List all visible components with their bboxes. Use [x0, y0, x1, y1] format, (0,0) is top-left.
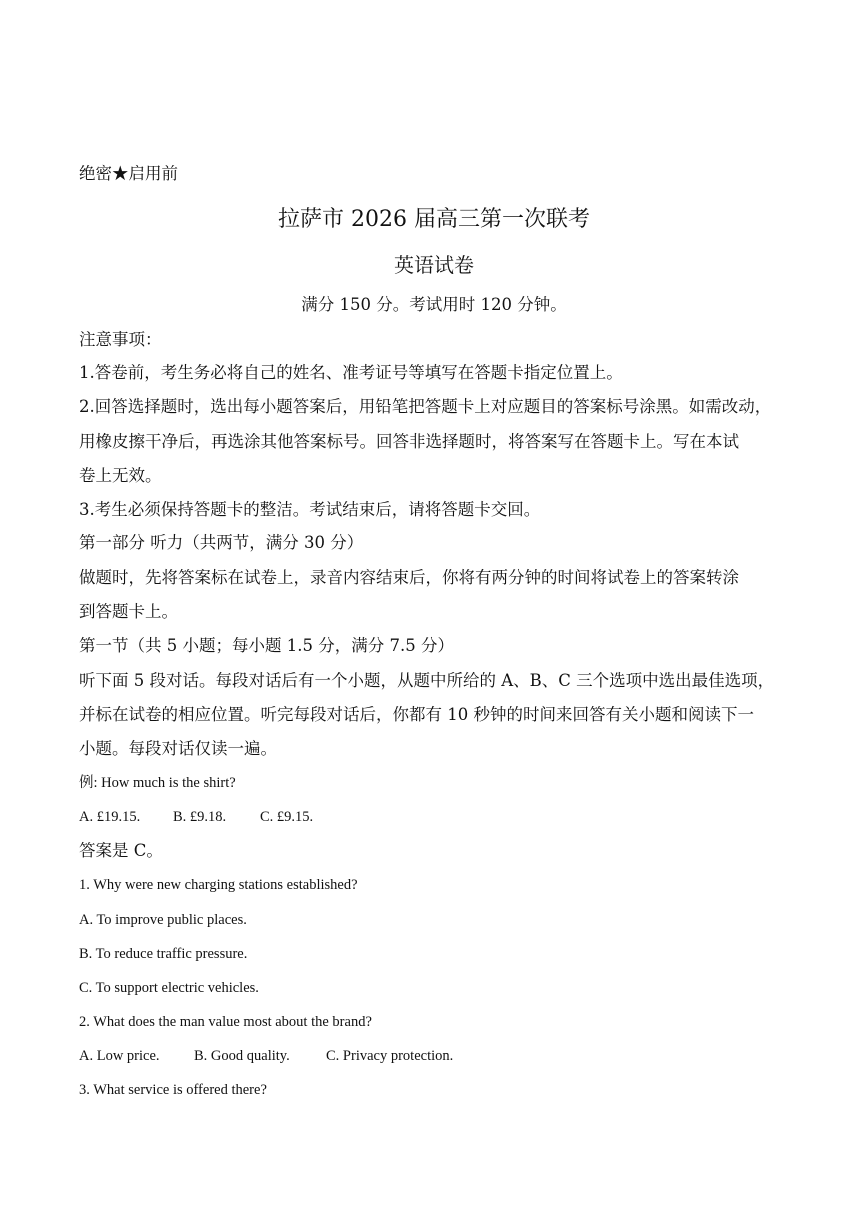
question-1: 1. Why were new charging stations established?	[79, 877, 358, 893]
note-line-5: 3.考生必须保持答题卡的整洁。考试结束后，请将答题卡交回。	[79, 500, 541, 519]
question-2-option-b: B. Good quality.	[194, 1048, 290, 1064]
question-3: 3. What service is offered there?	[79, 1082, 267, 1098]
part1-intro-line-1: 做题时，先将答案标在试卷上，录音内容结束后，你将有两分钟的时间将试卷上的答案转涂	[79, 568, 739, 587]
example-option-a: A. £19.15.	[79, 809, 141, 825]
section1-intro-line-3: 小题。每段对话仅读一遍。	[79, 739, 277, 758]
question-2: 2. What does the man value most about the brand?	[79, 1014, 372, 1030]
example-options	[79, 807, 313, 827]
section1-intro-line-2: 并标在试卷的相应位置。听完每段对话后，你都有 10 秒钟的时间来回答有关小题和阅读下一	[79, 705, 754, 724]
question-1-option-c: C. To support electric vehicles.	[79, 980, 259, 996]
subject-title: 英语试卷	[394, 253, 474, 277]
exam-title: 拉萨市 2026 届高三第一次联考	[278, 207, 590, 232]
part1-intro-line-2: 到答题卡上。	[79, 602, 178, 621]
example-answer: 答案是 C。	[79, 841, 163, 860]
question-1-option-b: B. To reduce traffic pressure.	[79, 946, 248, 962]
section1-heading: 第一节（共 5 小题；每小题 1.5 分，满分 7.5 分）	[79, 636, 454, 655]
question-2-options	[79, 1046, 453, 1066]
score-info: 满分 150 分。考试用时 120 分钟。	[301, 295, 567, 314]
part1-heading: 第一部分 听力（共两节，满分 30 分）	[79, 533, 364, 552]
question-2-option-c: C. Privacy protection.	[326, 1048, 454, 1064]
secret-mark: 绝密★启用前	[79, 164, 178, 183]
note-line-1: 1.答卷前，考生务必将自己的姓名、准考证号等填写在答题卡指定位置上。	[79, 363, 623, 382]
section1-intro-line-1: 听下面 5 段对话。每段对话后有一个小题，从题中所给的 A、B、C 三个选项中选出最佳选项，	[79, 671, 775, 690]
example-question: 例: How much is the shirt?	[79, 775, 236, 791]
note-line-2: 2.回答选择题时，选出每小题答案后，用铅笔把答题卡上对应题目的答案标号涂黑。如需改动，	[79, 397, 772, 416]
example-option-c: C. £9.15.	[260, 809, 314, 825]
example-option-b: B. £9.18.	[173, 809, 227, 825]
note-line-3: 用橡皮擦干净后，再选涂其他答案标号。回答非选择题时，将答案写在答题卡上。写在本试	[79, 432, 739, 451]
notes-heading: 注意事项：	[79, 330, 162, 349]
note-line-4: 卷上无效。	[79, 466, 162, 485]
question-2-option-a: A. Low price.	[79, 1048, 160, 1064]
question-1-option-a: A. To improve public places.	[79, 912, 247, 928]
